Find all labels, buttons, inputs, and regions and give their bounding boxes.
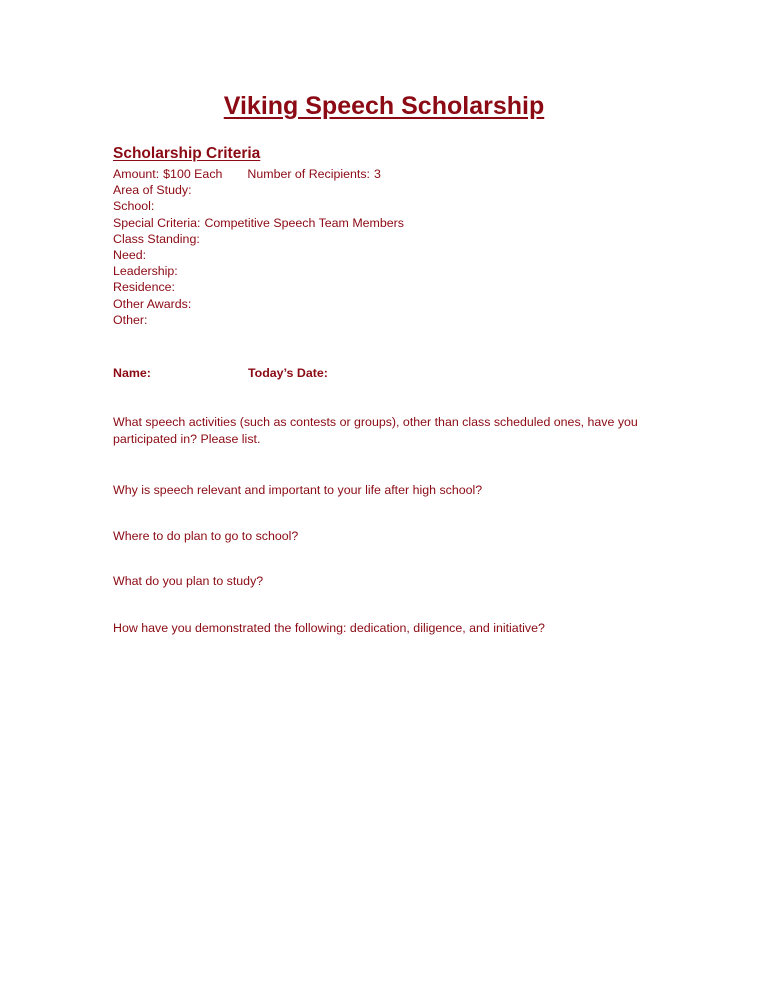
- criteria-heading: Scholarship Criteria: [113, 145, 261, 162]
- leadership-label: Leadership:: [113, 264, 178, 279]
- criteria-list: [113, 166, 404, 328]
- school-label: School:: [113, 199, 155, 214]
- question-dedication: How have you demonstrated the following: dedication, diligence, and initiative?: [113, 621, 545, 635]
- todays-date-label: Today’s Date:: [248, 366, 328, 380]
- class-standing-label: Class Standing:: [113, 231, 200, 246]
- other-label: Other:: [113, 312, 148, 327]
- recipients-label: Number of Recipients:: [247, 167, 370, 181]
- special-criteria-value: Competitive Speech Team Members: [204, 215, 404, 230]
- school-row: [113, 198, 404, 214]
- area-of-study-row: [113, 182, 404, 198]
- other-row: [113, 312, 404, 328]
- amount-label: Amount:: [113, 167, 160, 181]
- special-criteria-label: Special Criteria:: [113, 215, 201, 230]
- question-speech-activities: What speech activities (such as contests or groups), other than class scheduled ones, have you participated in? Please list.: [113, 415, 638, 446]
- recipients-value: 3: [374, 167, 381, 181]
- amount-row: [113, 166, 404, 182]
- area-of-study-label: Area of Study:: [113, 183, 192, 198]
- other-awards-label: Other Awards:: [113, 296, 192, 311]
- need-row: [113, 247, 404, 263]
- question-school-plans: Where to do plan to go to school?: [113, 529, 299, 543]
- amount-value: $100 Each: [163, 167, 223, 181]
- need-label: Need:: [113, 247, 147, 262]
- question-study-plans: What do you plan to study?: [113, 574, 264, 588]
- residence-row: [113, 279, 404, 295]
- residence-label: Residence:: [113, 280, 175, 295]
- question-speech-relevance: Why is speech relevant and important to your life after high school?: [113, 483, 483, 497]
- page-title: Viking Speech Scholarship: [223, 92, 545, 120]
- name-label: Name:: [113, 366, 151, 380]
- special-criteria-row: [113, 215, 404, 231]
- class-standing-row: [113, 231, 404, 247]
- other-awards-row: [113, 296, 404, 312]
- leadership-row: [113, 263, 404, 279]
